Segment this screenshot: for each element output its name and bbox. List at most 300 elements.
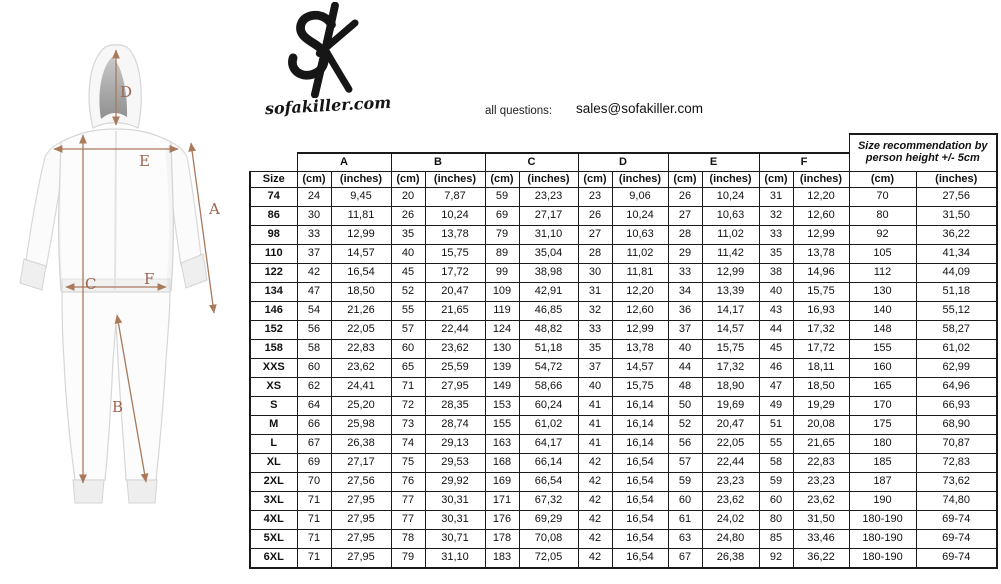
measurement-cell: 28,35 [425,397,485,416]
measurement-cell: 27,95 [331,549,391,569]
measurement-cell: 30 [578,264,612,283]
measurement-cell: 27 [578,226,612,245]
size-label: 152 [250,321,297,340]
measurement-cell: 16,14 [612,416,668,435]
size-table-body [250,188,997,569]
measurement-cell: 42 [297,264,331,283]
size-label: M [250,416,297,435]
measurement-cell: 42 [578,530,612,549]
measurement-cell: 58,66 [519,378,578,397]
measurement-cell: 30,31 [425,511,485,530]
unit-header-cm: (cm) [391,172,425,188]
measurement-cell: 105 [849,245,916,264]
measurement-cell: 35 [578,340,612,359]
measurement-cell: 69-74 [916,511,997,530]
column-group-B: B [391,153,485,172]
measurement-cell: 64 [297,397,331,416]
measurement-cell: 59 [759,473,793,492]
measurement-cell: 51,18 [519,340,578,359]
sk-monogram-icon [268,2,388,98]
table-row [250,549,997,569]
measurement-cell: 66,54 [519,473,578,492]
measurement-cell: 41 [578,416,612,435]
table-spacer [250,153,297,172]
measurement-cell: 69 [297,454,331,473]
measurement-cell: 67 [297,435,331,454]
unit-header-inches: (inches) [793,172,849,188]
measurement-cell: 27,56 [916,188,997,207]
measurement-cell: 11,81 [331,207,391,226]
contact-label: all questions: [485,105,553,117]
size-label: 122 [250,264,297,283]
measurement-cell: 27,95 [425,378,485,397]
measurement-cell: 31 [578,283,612,302]
column-group-A: A [297,153,391,172]
measurement-cell: 37 [578,359,612,378]
measurement-cell: 73 [391,416,425,435]
measurement-cell: 16,54 [331,264,391,283]
measurement-cell: 30 [297,207,331,226]
measurement-cell: 58,27 [916,321,997,340]
measurement-cell: 26 [668,188,702,207]
measurement-cell: 10,24 [425,207,485,226]
size-label: S [250,397,297,416]
recommendation-header-line1: Size recommendation by [857,140,988,153]
measurement-cell: 168 [485,454,519,473]
measurement-cell: 13,78 [793,245,849,264]
measurement-cell: 22,83 [331,340,391,359]
measurement-cell: 55 [759,435,793,454]
size-label: 110 [250,245,297,264]
measurement-cell: 57 [668,454,702,473]
measurement-cell: 77 [391,511,425,530]
measurement-cell: 34 [668,283,702,302]
measurement-cell: 9,45 [331,188,391,207]
measurement-cell: 9,06 [612,188,668,207]
measurement-cell: 71 [297,530,331,549]
measurement-cell: 24,41 [331,378,391,397]
measurement-cell: 47 [297,283,331,302]
measurement-cell: 14,96 [793,264,849,283]
measurement-cell: 183 [485,549,519,569]
measurement-cell: 80 [759,511,793,530]
unit-header-inches: (inches) [702,172,759,188]
measurement-cell: 35 [759,245,793,264]
measurement-cell: 112 [849,264,916,283]
measurement-cell: 70 [849,188,916,207]
table-row [250,416,997,435]
measurement-cell: 52 [668,416,702,435]
size-table-head [250,134,997,188]
measurement-cell: 61,02 [916,340,997,359]
measure-label-F: F [144,270,155,288]
table-row [250,321,997,340]
table-row [250,454,997,473]
measurement-cell: 33 [759,226,793,245]
measurement-cell: 26,38 [702,549,759,569]
measurement-cell: 17,32 [793,321,849,340]
measurement-cell: 66 [297,416,331,435]
measurement-cell: 16,54 [612,530,668,549]
size-label: 3XL [250,492,297,511]
measurement-cell: 29,53 [425,454,485,473]
column-group-E: E [668,153,759,172]
measurement-cell: 69-74 [916,549,997,569]
measurement-cell: 155 [485,416,519,435]
measurement-cell: 130 [485,340,519,359]
measurement-cell: 48,82 [519,321,578,340]
measurement-cell: 27,95 [331,530,391,549]
table-row [250,283,997,302]
measurement-cell: 16,14 [612,397,668,416]
measurement-cell: 73,62 [916,473,997,492]
measure-label-B: B [112,398,124,416]
measurement-cell: 67,32 [519,492,578,511]
measurement-cell: 61 [668,511,702,530]
measurement-cell: 29,92 [425,473,485,492]
measurement-cell: 16,14 [612,435,668,454]
measurement-cell: 69,29 [519,511,578,530]
size-label: XXS [250,359,297,378]
measurement-cell: 18,50 [793,378,849,397]
measurement-cell: 33 [668,264,702,283]
measurement-cell: 13,78 [425,226,485,245]
size-label: 4XL [250,511,297,530]
measurement-cell: 30,71 [425,530,485,549]
measurement-cell: 18,90 [702,378,759,397]
measurement-cell: 19,69 [702,397,759,416]
measurement-cell: 41 [578,397,612,416]
measurement-cell: 68,90 [916,416,997,435]
measurement-cell: 21,65 [793,435,849,454]
measurement-cell: 72 [391,397,425,416]
measurement-cell: 10,24 [702,188,759,207]
unit-header-inches: (inches) [612,172,668,188]
measurement-cell: 42 [578,492,612,511]
measurement-cell: 26 [391,207,425,226]
measurement-cell: 78 [391,530,425,549]
measurement-cell: 28 [668,226,702,245]
measurement-cell: 165 [849,378,916,397]
measurement-cell: 50 [668,397,702,416]
measurement-cell: 153 [485,397,519,416]
measurement-cell: 10,24 [612,207,668,226]
measurement-cell: 31,10 [425,549,485,569]
measurement-cell: 16,54 [612,549,668,569]
measurement-cell: 67 [668,549,702,569]
column-group-C: C [485,153,578,172]
measurement-cell: 23,23 [519,188,578,207]
measurement-cell: 36 [668,302,702,321]
measurement-cell: 23 [578,188,612,207]
measurement-cell: 76 [391,473,425,492]
size-label: 6XL [250,549,297,569]
measurement-cell: 155 [849,340,916,359]
table-row [250,264,997,283]
measurement-cell: 66,93 [916,397,997,416]
measurement-cell: 23,23 [702,473,759,492]
measurement-cell: 42 [578,473,612,492]
measurement-cell: 187 [849,473,916,492]
measurement-cell: 70,08 [519,530,578,549]
table-row [250,188,997,207]
measurement-cell: 10,63 [702,207,759,226]
measurement-cell: 27,17 [331,454,391,473]
measurement-cell: 46 [759,359,793,378]
unit-header-inches: (inches) [331,172,391,188]
measurement-cell: 12,99 [331,226,391,245]
measurement-cell: 36,22 [916,226,997,245]
measurement-cell: 60 [759,492,793,511]
measurement-cell: 38,98 [519,264,578,283]
table-row [250,492,997,511]
measurement-cell: 62 [297,378,331,397]
measurement-cell: 119 [485,302,519,321]
measurement-cell: 185 [849,454,916,473]
measurement-cell: 12,99 [793,226,849,245]
measurement-cell: 21,65 [425,302,485,321]
measurement-cell: 25,20 [331,397,391,416]
measurement-cell: 60 [391,340,425,359]
measurement-cell: 63 [668,530,702,549]
table-row [250,473,997,492]
measurement-cell: 85 [759,530,793,549]
measurement-cell: 180 [849,435,916,454]
measurement-cell: 41,34 [916,245,997,264]
measurement-cell: 23,23 [793,473,849,492]
measurement-cell: 37 [297,245,331,264]
measurement-cell: 109 [485,283,519,302]
measurement-cell: 16,54 [612,454,668,473]
measurement-cell: 30,31 [425,492,485,511]
measurement-cell: 12,60 [612,302,668,321]
measurement-cell: 33,46 [793,530,849,549]
measurement-cell: 163 [485,435,519,454]
measurement-cell: 13,39 [702,283,759,302]
measurement-cell: 23,62 [793,492,849,511]
contact-email: sales@sofakiller.com [576,101,703,116]
measurement-cell: 71 [297,492,331,511]
measurement-cell: 56 [668,435,702,454]
measurement-cell: 22,83 [793,454,849,473]
recommendation-header-line2: person height +/- 5cm [865,152,980,164]
measurement-cell: 56 [297,321,331,340]
measurement-cell: 175 [849,416,916,435]
measurement-cell: 54 [297,302,331,321]
measurement-cell: 51,18 [916,283,997,302]
measurement-cell: 92 [849,226,916,245]
brand-site-text: sofakiller.com [264,92,392,119]
measurement-cell: 37 [668,321,702,340]
measurement-cell: 35 [391,226,425,245]
measurement-cell: 47 [759,378,793,397]
measurement-cell: 29 [668,245,702,264]
measurement-cell: 54,72 [519,359,578,378]
measurement-cell: 20,47 [702,416,759,435]
measurement-cell: 22,44 [702,454,759,473]
unit-header-cm: (cm) [668,172,702,188]
measurement-cell: 42 [578,549,612,569]
table-row [250,302,997,321]
size-label: 5XL [250,530,297,549]
measurement-cell: 28,74 [425,416,485,435]
table-row [250,226,997,245]
measurement-cell: 32 [759,207,793,226]
measurement-cell: 31,10 [519,226,578,245]
measurement-cell: 21,26 [331,302,391,321]
measure-label-D: D [120,83,133,101]
size-table [249,133,998,569]
measurement-cell: 16,54 [612,492,668,511]
measurement-cell: 33 [297,226,331,245]
measurement-cell: 71 [297,511,331,530]
measurement-cell: 38 [759,264,793,283]
measurement-cell: 180-190 [849,511,916,530]
measurement-cell: 169 [485,473,519,492]
measurement-cell: 75 [391,454,425,473]
measurement-cell: 42 [578,511,612,530]
unit-header-cm: (cm) [297,172,331,188]
unit-header-cm: (cm) [485,172,519,188]
measurement-cell: 60 [297,359,331,378]
measurement-cell: 20,47 [425,283,485,302]
measurement-cell: 40 [391,245,425,264]
measurement-cell: 16,54 [612,473,668,492]
measurement-cell: 25,98 [331,416,391,435]
measurement-cell: 18,50 [331,283,391,302]
table-row [250,359,997,378]
measurement-cell: 171 [485,492,519,511]
measurement-cell: 23,62 [425,340,485,359]
size-label: XS [250,378,297,397]
measurement-cell: 22,05 [702,435,759,454]
table-row [250,511,997,530]
measurement-cell: 31 [759,188,793,207]
measurement-cell: 27,95 [331,492,391,511]
measurement-cell: 36,22 [793,549,849,569]
measurement-cell: 58 [297,340,331,359]
measurement-cell: 25,59 [425,359,485,378]
measurement-cell: 19,29 [793,397,849,416]
measurement-cell: 176 [485,511,519,530]
measurement-cell: 41 [578,435,612,454]
table-row [250,530,997,549]
unit-header-inches: (inches) [519,172,578,188]
measurement-cell: 15,75 [793,283,849,302]
column-group-D: D [578,153,668,172]
size-label: 86 [250,207,297,226]
recommendation-header [849,134,997,172]
measurement-cell: 71 [391,378,425,397]
measurement-cell: 74,80 [916,492,997,511]
measurement-cell: 130 [849,283,916,302]
measurement-cell: 57 [391,321,425,340]
measurement-cell: 178 [485,530,519,549]
measurement-cell: 42 [578,454,612,473]
size-label: L [250,435,297,454]
measurement-cell: 71 [297,549,331,569]
measurement-cell: 60 [668,492,702,511]
measurement-cell: 22,05 [331,321,391,340]
measurement-cell: 16,93 [793,302,849,321]
measurement-cell: 12,99 [702,264,759,283]
measurement-cell: 24,02 [702,511,759,530]
unit-header-cm: (cm) [759,172,793,188]
measurement-cell: 49 [759,397,793,416]
table-row [250,207,997,226]
measurement-cell: 15,75 [702,340,759,359]
measurement-cell: 27,17 [519,207,578,226]
measurement-cell: 170 [849,397,916,416]
measurement-cell: 31,50 [916,207,997,226]
measurement-cell: 89 [485,245,519,264]
measurement-cell: 55,12 [916,302,997,321]
measurement-cell: 51 [759,416,793,435]
measurement-cell: 24,80 [702,530,759,549]
table-row [250,340,997,359]
measurement-cell: 14,17 [702,302,759,321]
measurement-cell: 24 [297,188,331,207]
measurement-cell: 140 [849,302,916,321]
size-label: XL [250,454,297,473]
onesie-illustration [0,0,260,584]
measurement-cell: 92 [759,549,793,569]
measurement-cell: 45 [759,340,793,359]
measurement-cell: 26 [578,207,612,226]
measurement-cell: 46,85 [519,302,578,321]
measurement-cell: 190 [849,492,916,511]
measurement-cell: 40 [759,283,793,302]
measurement-cell: 14,57 [702,321,759,340]
measurement-cell: 79 [391,549,425,569]
unit-header-cm: (cm) [578,172,612,188]
measurement-cell: 20,08 [793,416,849,435]
brand-logo [268,2,388,98]
measurement-cell: 180-190 [849,530,916,549]
measurement-cell: 45 [391,264,425,283]
measurement-cell: 22,44 [425,321,485,340]
size-column-header: Size [250,172,297,188]
measurement-cell: 48 [668,378,702,397]
measurement-cell: 29,13 [425,435,485,454]
size-label: 158 [250,340,297,359]
measure-label-A: A [209,200,220,218]
measurement-cell: 180-190 [849,549,916,569]
measurement-cell: 66,14 [519,454,578,473]
unit-header-inches: (inches) [916,172,997,188]
measurement-cell: 52 [391,283,425,302]
measurement-cell: 27,56 [331,473,391,492]
measurement-cell: 61,02 [519,416,578,435]
measurement-cell: 15,75 [612,378,668,397]
measurement-cell: 58 [759,454,793,473]
measurement-cell: 12,20 [793,188,849,207]
measurement-cell: 28 [578,245,612,264]
measurement-cell: 31,50 [793,511,849,530]
measurement-cell: 160 [849,359,916,378]
measurement-cell: 44 [668,359,702,378]
measurement-cell: 44 [759,321,793,340]
measurement-cell: 79 [485,226,519,245]
measurement-cell: 72,05 [519,549,578,569]
measurement-cell: 62,99 [916,359,997,378]
measurement-cell: 55 [391,302,425,321]
measurement-cell: 99 [485,264,519,283]
table-spacer [250,134,849,153]
measurement-cell: 17,32 [702,359,759,378]
measurement-cell: 10,63 [612,226,668,245]
measurement-cell: 59 [485,188,519,207]
